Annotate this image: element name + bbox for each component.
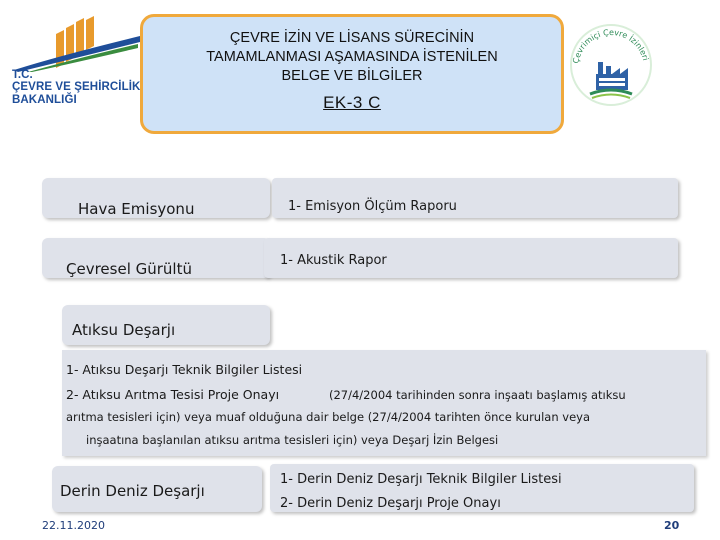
atiksu-item-2b: (27/4/2004 tarihinden sonra inşaatı başlamış atıksu: [329, 388, 626, 402]
atiksu-label: Atıksu Deşarjı: [72, 321, 176, 339]
footer-date: 22.11.2020: [42, 519, 105, 532]
gurultu-item-1: 1- Akustik Rapor: [280, 253, 387, 268]
title-box: [140, 14, 564, 134]
gurultu-label: Çevresel Gürültü: [66, 260, 192, 278]
atiksu-item-4: inşaatına başlanılan atıksu arıtma tesisleri için) veya Deşarj İzin Belgesi: [86, 433, 499, 447]
hava-item-1: 1- Emisyon Ölçüm Raporu: [288, 199, 457, 214]
online-permits-logo: [568, 16, 654, 114]
seal-text: Çevrimiçi Çevre İzinleri: [571, 27, 651, 65]
title-line-1: ÇEVRE İZİN VE LİSANS SÜRECİNİN: [229, 30, 475, 46]
ministry-emblem-icon: [8, 12, 148, 72]
ministry-logo: [8, 12, 148, 122]
title-line-3: BELGE VE BİLGİLER: [281, 68, 423, 84]
seal-icon: [568, 16, 654, 114]
atiksu-item-1: 1- Atıksu Deşarjı Teknik Bilgiler Listesi: [66, 362, 303, 377]
hava-label: Hava Emisyonu: [78, 200, 195, 218]
atiksu-item-3: arıtma tesisleri için) veya muaf olduğuna dair belge (27/4/2004 tarihten önce kurulan veya: [66, 410, 591, 424]
atiksu-item-2a: 2- Atıksu Arıtma Tesisi Proje Onayı: [66, 387, 280, 402]
page-number: 20: [664, 519, 680, 532]
deniz-item-1: 1- Derin Deniz Deşarjı Teknik Bilgiler Listesi: [280, 472, 562, 487]
logo-line-ministry: ÇEVRE VE ŞEHİRCİLİK: [12, 81, 141, 93]
deniz-label: Derin Deniz Deşarjı: [60, 482, 205, 500]
title-subtitle: EK-3 C: [323, 93, 381, 112]
logo-line-tc: T.C.: [12, 69, 33, 81]
deniz-item-2: 2- Derin Deniz Deşarjı Proje Onayı: [280, 496, 501, 511]
title-line-2: TAMAMLANMASI AŞAMASINDA İSTENİLEN: [206, 49, 498, 65]
logo-line-bakanlik: BAKANLIĞI: [12, 94, 77, 106]
